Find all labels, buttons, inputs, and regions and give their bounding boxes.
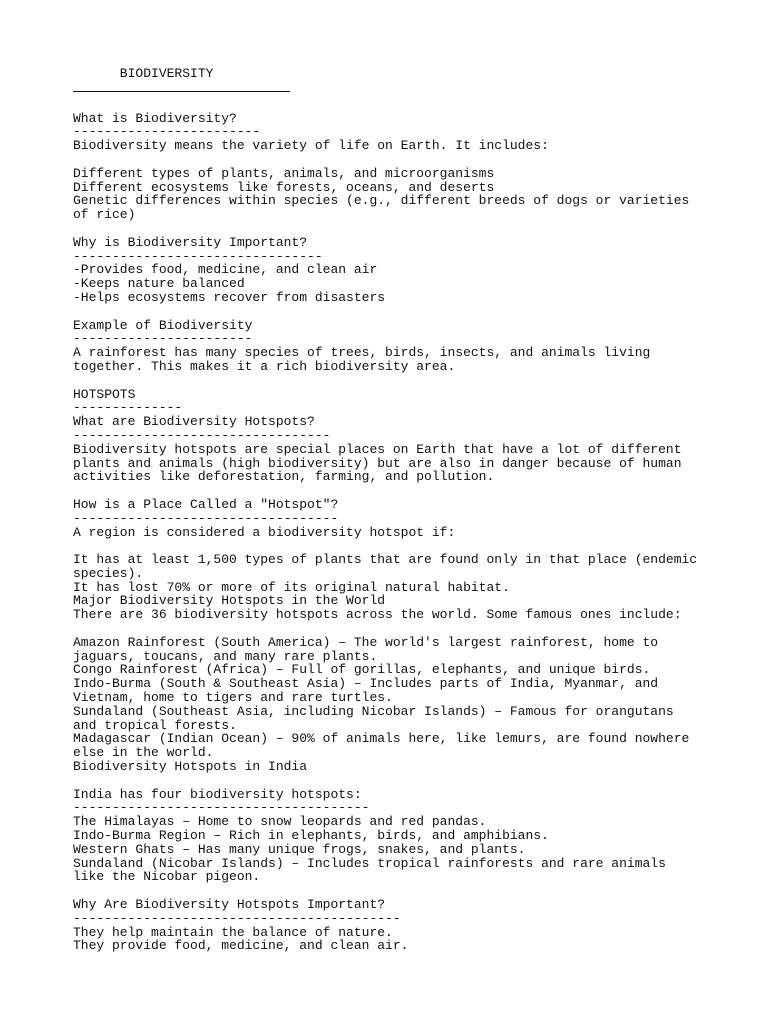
- title-underline: [73, 91, 290, 92]
- text-line: Why Are Biodiversity Hotspots Important?: [73, 897, 386, 913]
- text-line: plants and animals (high biodiversity) but are also in danger because of human: [73, 455, 682, 471]
- text-line: activities like deforestation, farming, and pollution.: [73, 469, 495, 485]
- text-line: [73, 153, 753, 167]
- text-line: species).: [73, 565, 144, 581]
- text-line: Indo-Burma Region – Rich in elephants, birds, and amphibians.: [73, 828, 549, 844]
- text-line: Different ecosystems like forests, oceans, and deserts: [73, 179, 495, 195]
- text-line: [73, 222, 753, 236]
- text-line: like the Nicobar pigeon.: [73, 869, 261, 885]
- document-body: [73, 67, 753, 953]
- text-line: Biodiversity hotspots are special places on Earth that have a lot of different: [73, 441, 682, 457]
- text-line: ------------------------: [73, 124, 261, 140]
- text-line: What are Biodiversity Hotspots?: [73, 414, 315, 430]
- text-line: -Provides food, medicine, and clean air: [73, 262, 378, 278]
- text-line: [73, 774, 753, 788]
- text-line: Major Biodiversity Hotspots in the World: [73, 593, 386, 609]
- text-line: Madagascar (Indian Ocean) – 90% of animals here, like lemurs, are found nowhere: [73, 731, 690, 747]
- text-line: [73, 622, 753, 636]
- text-line: What is Biodiversity?: [73, 110, 237, 126]
- text-line: of rice): [73, 207, 136, 223]
- text-line: Western Ghats – Has many unique frogs, snakes, and plants.: [73, 841, 526, 857]
- text-line: Sundaland (Southeast Asia, including Nicobar Islands) – Famous for orangutans: [73, 703, 674, 719]
- text-line: [73, 484, 753, 498]
- text-line: They provide food, medicine, and clean air.: [73, 938, 409, 954]
- text-line: A region is considered a biodiversity hotspot if:: [73, 524, 456, 540]
- text-line: -Keeps nature balanced: [73, 276, 245, 292]
- text-line: jaguars, toucans, and many rare plants.: [73, 648, 378, 664]
- text-line: -----------------------: [73, 331, 253, 347]
- text-line: Sundaland (Nicobar Islands) – Includes tropical rainforests and rare animals: [73, 855, 666, 871]
- text-line: They help maintain the balance of nature.: [73, 924, 393, 940]
- text-line: Indo-Burma (South & Southeast Asia) – Includes parts of India, Myanmar, and: [73, 676, 659, 692]
- document-lines: [73, 98, 753, 953]
- text-line: The Himalayas – Home to snow leopards and red pandas.: [73, 814, 487, 830]
- text-line: ----------------------------------: [73, 510, 339, 526]
- text-line: Congo Rainforest (Africa) – Full of gorillas, elephants, and unique birds.: [73, 662, 651, 678]
- text-line: -Helps ecosystems recover from disasters: [73, 289, 386, 305]
- text-line: HOTSPOTS: [73, 386, 136, 402]
- text-line: [73, 884, 753, 898]
- text-line: India has four biodiversity hotspots:: [73, 786, 362, 802]
- text-line: Example of Biodiversity: [73, 317, 253, 333]
- text-line: Biodiversity means the variety of life on Earth. It includes:: [73, 138, 549, 154]
- text-line: ---------------------------------: [73, 427, 331, 443]
- text-line: --------------: [73, 400, 183, 416]
- text-line: It has at least 1,500 types of plants that are found only in that place (endemic: [73, 552, 698, 568]
- text-line: There are 36 biodiversity hotspots across the world. Some famous ones include:: [73, 607, 682, 623]
- text-line: Different types of plants, animals, and microorganisms: [73, 165, 495, 181]
- text-line: A rainforest has many species of trees, birds, insects, and animals living: [73, 345, 651, 361]
- document-title: BIODIVERSITY: [73, 66, 214, 81]
- text-line: Genetic differences within species (e.g., different breeds of dogs or varieties: [73, 193, 690, 209]
- text-line: Biodiversity Hotspots in India: [73, 759, 308, 775]
- text-line: It has lost 70% or more of its original natural habitat.: [73, 579, 510, 595]
- text-line: --------------------------------------: [73, 800, 370, 816]
- text-line: Why is Biodiversity Important?: [73, 234, 308, 250]
- text-line: How is a Place Called a "Hotspot"?: [73, 496, 339, 512]
- text-line: and tropical forests.: [73, 717, 237, 733]
- text-line: [73, 305, 753, 319]
- text-line: else in the world.: [73, 745, 214, 761]
- text-line: Amazon Rainforest (South America) – The world's largest rainforest, home to: [73, 634, 659, 650]
- text-line: [73, 98, 753, 112]
- text-line: together. This makes it a rich biodiversity area.: [73, 358, 456, 374]
- text-line: Vietnam, home to tigers and rare turtles.: [73, 690, 393, 706]
- text-line: --------------------------------: [73, 248, 323, 264]
- text-line: [73, 374, 753, 388]
- text-line: ------------------------------------------: [73, 910, 401, 926]
- text-line: [73, 539, 753, 553]
